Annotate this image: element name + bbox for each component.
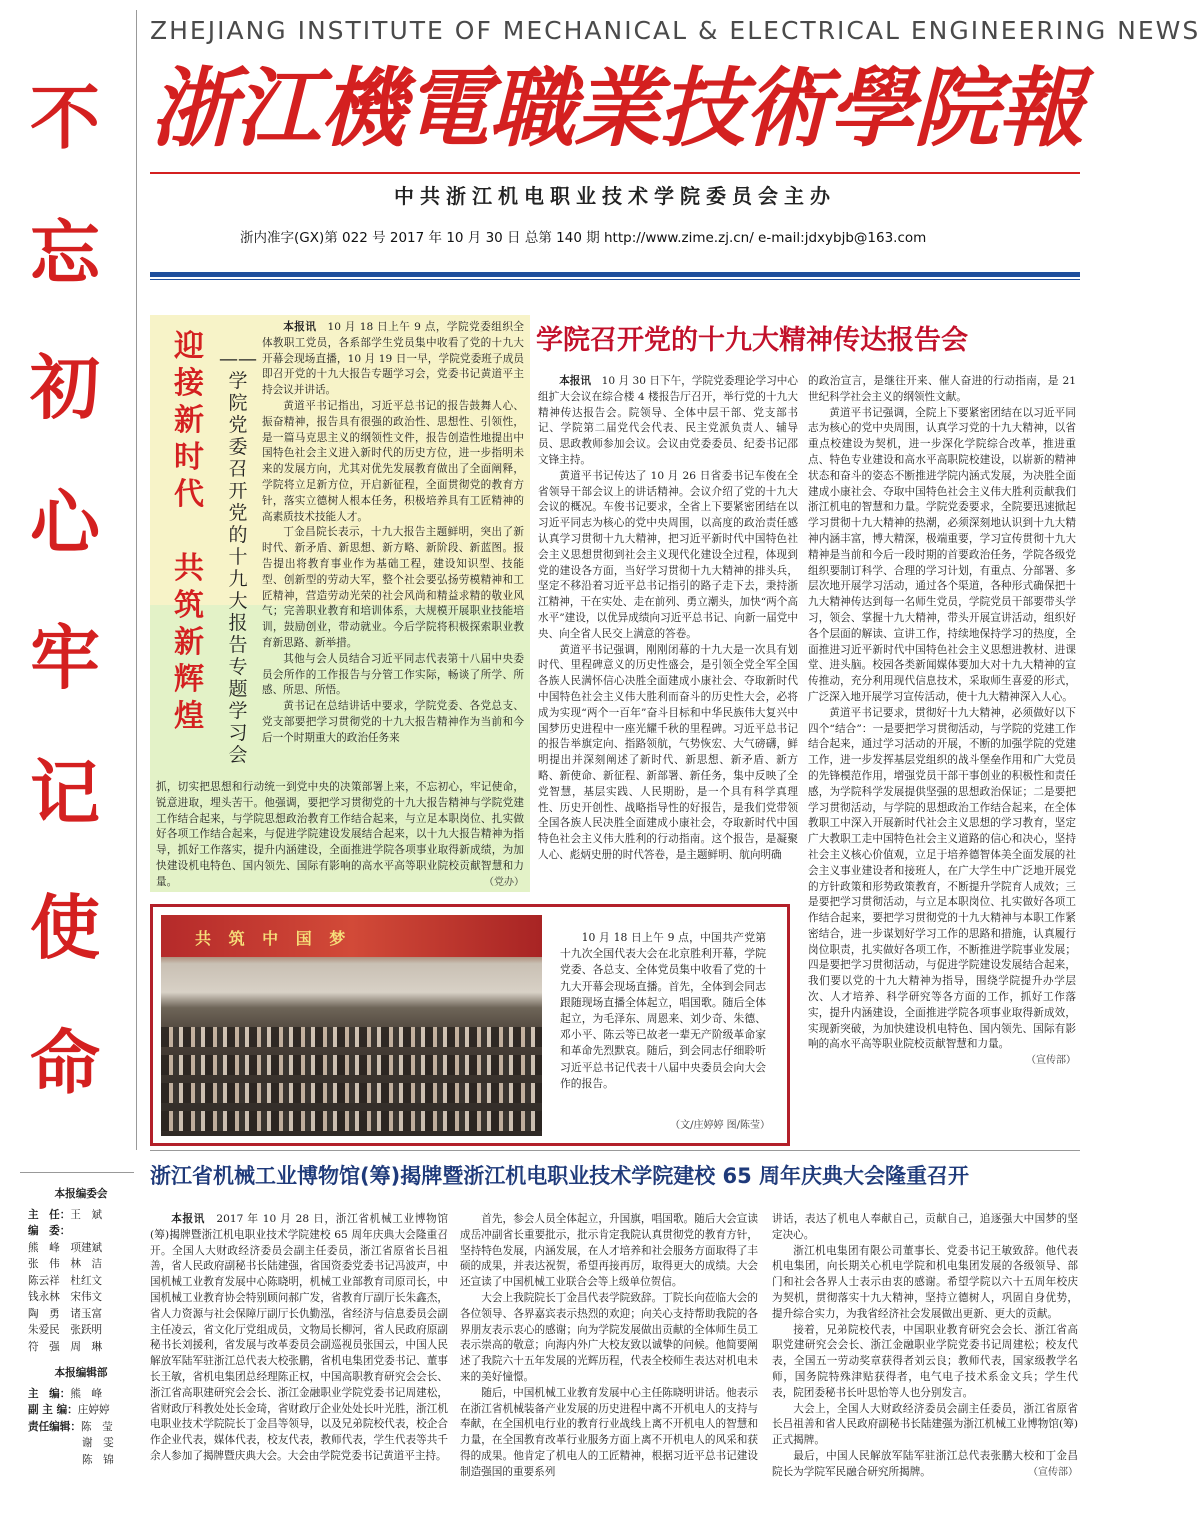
left-column-rule [136,10,137,1150]
article1-title-char: 代 [174,477,204,512]
article2-para-6: 黄道平书记要求，贯彻好十九大精神，必须做好以下四个“结合”：一是要把学习贯彻活动，与学院的党建工作结合起来，通过学习活动的开展，不断的加强学院的党建工作，进一步发挥基层党组织的战斗堡垒作用和广大党员的先锋模范作用，增强党员干部干事创业的积极性和责任感，为学院科学发展提供坚强的思想政治保证；二是要把学习贯彻活动，与学院的思想政治工作结合起来，在全体教职工中深入开展新时代社会主义思想的学习教育，坚定广大教职工走中国特色社会主义道路的信心和决心，坚持社会主义核心价值观，立足于培养德智体美全面发展的社会主义事业建设者和接班人，在广大学生中广泛地开展党的方针政策和形势政策教育，不断提升学院育人成效；三是要把学习贯彻活动，与立足本职岗位、扎实做好各项工作结合起来，要把学习贯彻党的十九大精神与本职工作紧密结合，进一步谋划好学习工作的思路和措施，认真履行岗位职责，扎实做好各项工作，不断推进学院事业发展；四是要把学习贯彻活动，与促进学院建设发展结合起来，我们要以党的十九大精神为指导，围绕学院提升办学层次、人才培养、科学研究等各方面的工作，抓好工作落实，提升内涵建设，全面推进学院各项事业取得新成效，实现新突破，为加快建设机电特色、国内领先、国际有影响的高水平高等职业院校贡献智慧和力量。 [808,706,1076,1051]
article1-title-char [174,513,204,550]
masthead-rule [150,172,1080,174]
board-member: 陶 勇 诸玉富 [28,1307,103,1320]
board-director: 王 斌 [70,1208,103,1221]
article1-title-char: 时 [174,440,204,475]
resp-editor: 陈 锦 [82,1453,114,1466]
article2-lead: 本报讯 [559,375,592,387]
article1-title-char: 煌 [174,699,204,734]
article1-subtitle [218,348,258,766]
article1-subtitle-char: 题 [228,678,248,700]
article1-subtitle-char: 学 [228,370,248,392]
article2-para-5: 黄道平书记强调，全院上下要紧密团结在以习近平同志为核心的党中央周围，认真学习党的十九大精神，以省重点校建设为契机，进一步深化学院综合改革，推进重点、特色专业建设和高水平高职院校建设，以崭新的精神状态和奋斗的姿态不断推进学院内涵式发展，为决胜全面建成小康社会、夺取中国特色社会主义伟大胜利贡献我们浙江机电的智慧和力量。学院党委要求，全院要迅速掀起学习贯彻十九大精神的热潮，必须深刻地认识到十九大精神内涵丰富，博大精深，极端重要，学习宣传贯彻十九大精神是当前和今后一段时期的首要政治任务，学院各级党组织要制订科学、合理的学习计划，有重点、分部署、多层次地开展学习活动，通过各个渠道，各种形式确保把十九大精神传达到每一名师生党员，学院党员干部要带头学习，领会、掌握十九大精神，带头开展宣讲活动，组织好各个层面的解读、宣讲工作，持续地保持学习的热度，全面推进习近平新时代中国特色社会主义思想进教材、进课堂、进头脑。校园各类新闻媒体要加大对十九大精神的宣传推动，充分利用现代信息技术，采取师生喜爱的形式，广泛深入地开展学习宣传活动，使十九大精神深入人心。 [808,406,1076,703]
article3-col2 [460,1212,758,1512]
article1-title-char: 新 [174,403,204,438]
article1-subtitle-char: 党 [228,414,248,436]
article2-headline: 学院召开党的十九大精神传达报告会 [536,325,968,356]
article1-subtitle-char: 告 [228,634,248,656]
article1-subtitle-char: 党 [228,502,248,524]
article1-subtitle-char: 十 [228,546,248,568]
article3-para-6: 浙江机电集团有限公司董事长、党委书记王敏致辞。他代表机电集团，向长期关心机电学院和机电集团发展的各级领导、部门和社会各界人士表示由衷的感谢。希望学院以六十五周年校庆为契机，贯彻落实十九大精神，坚持立德树人，巩固自身优势，提升综合实力，为我省经济社会发展做出更新、更大的贡献。 [772,1244,1078,1320]
slogan-char: 命 [30,1020,100,1104]
article1-subtitle-char: 大 [228,590,248,612]
article1-subtitle-char: 专 [228,656,248,678]
article1-subtitle-char: 学 [228,700,248,722]
masthead-char: 電 [404,58,487,159]
article3-byline: （宣传部） [1028,1466,1078,1478]
board-title: 本报编委会 [54,1188,108,1200]
masthead-divider [150,272,1080,277]
board-member: 熊 峰 项建斌 [28,1241,103,1254]
slogan-char: 使 [30,885,100,969]
resp-editor-list [28,1435,134,1468]
masthead-sponsor: 中共浙江机电职业技术学院委员会主办 [394,184,836,208]
article3-para-8: 大会上，全国人大财政经济委员会副主任委员，浙江省原省长吕祖善和省人民政府副秘书长陆建强为浙江机械工业博物馆(筹)正式揭牌。 [772,1402,1078,1447]
article2-para-4: 的政治宣言，是继往开来、催人奋进的行动指南，是 21 世纪科学社会主义的纲领性文献。 [808,375,1076,403]
article2-para-3: 黄道平书记强调，刚刚闭幕的十九大是一次具有划时代、里程碑意义的历史性盛会，是引领全党全军全国各族人民满怀信心决胜全面建成小康社会、夺取新时代中国特色社会主义伟大胜利而奋斗的历史性大会，必将成为实现“两个一百年”奋斗目标和中华民族伟大复兴中国梦历史进程中一座光耀千秋的里程碑。习近平总书记的报告举旗定向、指路领航，气势恢宏、大气磅礴，鲜明提出并深刻阐述了新时代、新思想、新矛盾、新方略、新使命、新征程、新部署、新任务，集中反映了全党智慧，基层实践、人民期盼，是一个具有科学真理性、历史开创性、战略指导性的好报告，是我们党带领全国各族人民决胜全面建成小康社会，夺取新时代中国特色社会主义伟大胜利的行动指南。这个报告，是凝聚人心、彪炳史册的时代答卷，是主题鲜明、航向明确 [538,643,798,861]
article1-subtitle-char: —— [219,348,257,370]
article1-byline: （党办） [484,876,524,888]
article1-text-bottom [156,780,524,886]
photo-story-text [560,930,766,1116]
slogan-char: 心 [30,480,100,564]
editorial-board [28,1180,134,1468]
photo-crowd-row [161,1083,542,1103]
article1-title-char: 筑 [174,588,204,623]
article1-subtitle-char: 报 [228,612,248,634]
article3-col3 [772,1212,1078,1512]
section-divider [150,1150,1080,1151]
article1-subtitle-char: 习 [228,722,248,744]
article1-title-char: 辉 [174,662,204,697]
article2-para-1: 10 月 30 日下午，学院党委理论学习中心组扩大会议在综合楼 4 楼报告厅召开，举行党的十九大精神传达报告会。院领导、全体中层干部、党支部书记、学院第二届党代会代表、民主党派负责人、辅导员、思政教师参加会议。会议由党委委员、纪委书记邵文锋主持。 [538,375,799,466]
slogan-char: 初 [30,345,100,429]
masthead-char: 江 [234,58,317,159]
article2-byline: （宣传部） [1026,1055,1076,1067]
article3-para-2: 首先，参会人员全体起立，升国旗，唱国歌。随后大会宣读成岳冲副省长重要批示，批示肯定我院认真贯彻党的教育方针，坚持特色发展，内涵发展，在人才培养和社会服务方面取得了丰硕的成果，并表达祝贺，希望再接再厉，取得更大的成绩。大会还宣读了中国机械工业联合会等上级单位贺信。 [460,1213,758,1289]
masthead-chinese-name [150,54,1080,164]
board-members-label: 编 委： [28,1225,71,1237]
article1-para-2: 黄道平书记指出，习近平总书记的报告鼓舞人心、振奋精神，报告具有很强的政治性、思想性、引领性，是一篇马克思主义的纲领性文件，报告创造性地提出中国特色社会主义进入新时代的历史方位，进一步指明未来的发展方向，尤其对优先发展教育做出了全面阐释，学院将立足新方位，开启新征程，全面贯彻党的教育方针，落实立德树人根本任务，积极培养具有工匠精神的高素质技术技能人才。 [262,399,524,523]
article1-text-top [262,320,524,778]
deputy-editor: 庄婷婷 [77,1404,110,1416]
article3-para-7: 接着，兄弟院校代表，中国职业教育研究会会长、浙江省高职党建研究会会长、浙江金融职业学院党委书记周建松；校友代表，全国五一劳动奖章获得者刘云良；教师代表，国家级教学名师，国务院特殊津贴获得者，电气电子技术系金文兵；学生代表，院团委秘书长叶思怡等人也分别发言。 [772,1323,1078,1399]
masthead-char: 浙 [150,58,232,159]
article1-para-6: 抓，切实把思想和行动统一到党中央的决策部署上来，不忘初心，牢记使命，锐意进取，埋头苦干。他强调，要把学习贯彻党的十九大报告精神与学院党建工作结合起来，与学院思想政治教育工作结合起来，与立足本职岗位、扎实做好各项工作结合起来，与促进学院建设发展结合起来，以十九大报告精神为指导，抓好工作落实，提升内涵建设，全面推进学院各项事业取得新成绩，为加快建设机电特色、国内领先、国际有影响的高水平高等职业院校贡献智慧和力量。 [156,781,524,888]
article1-title-char: 新 [174,625,204,660]
deputy-editor-label: 副 主 编： [28,1404,78,1416]
article3-para-3: 大会上我院院长丁金昌代表学院致辞。丁院长向莅临大会的各位领导、各界嘉宾表示热烈的欢迎；向关心支持帮助我院的各界朋友表示衷心的感谢；向为学院发展做出贡献的全体师生员工表示崇高的敬意；向海内外广大校友致以诚挚的问候。他简要阐述了我院六十五年发展的光辉历程，代表全校师生表达对机电未来的美好憧憬。 [460,1291,758,1383]
article3-col1 [150,1212,448,1512]
article3-para-9: 最后，中国人民解放军陆军驻浙江总代表张鹏大校和丁金昌院长为学院军民融合研究所揭牌。 [772,1449,1078,1478]
article1-lead: 本报讯 [283,321,317,333]
article1-subtitle-char: 院 [228,392,248,414]
article1-title-char: 迎 [174,329,204,364]
article3-lead: 本报讯 [171,1213,206,1225]
article1-subtitle-char: 九 [228,568,248,590]
article1-para-1: 10 月 18 日上午 9 点，学院党委组织全体教职工党员，各系部学生党员集中收看了党的十九大开幕会现场直播，10 月 19 日一早，学院党委班子成员即召开党的十九大报告专题学习会，党委书记黄道平主持会议并讲话。 [262,321,524,397]
article1-subtitle-char: 召 [228,458,248,480]
board-member-list [28,1240,134,1356]
slogan-char: 牢 [30,615,100,699]
board-member: 陈云祥 杜红文 [28,1274,103,1287]
article1-subtitle-char: 开 [228,480,248,502]
chief-editor: 熊 峰 [70,1387,103,1400]
masthead-char: 院 [913,58,996,159]
photo-crowd-row [161,1055,542,1075]
article2-col2 [808,374,1076,1144]
article3-para-1: 2017 年 10 月 28 日，浙江省机械工业博物馆(筹)揭牌暨浙江机电职业技术学院建校 65 周年庆典大会隆重召开。全国人大财政经济委员会副主任委员，浙江省原省长吕祖善，省人民政府副秘书长陆建强，省国资委党委书记冯波声，中国机械工业教育发展中心陈晓明，机械工业部教育司原司长，中国机械工业教育协会特别顾问郝广发，省教育厅副厅长朱鑫杰，省人力资源与社会保障厅副厅长仇勤泓，省经济与信息委员会副主任凌云，省文化厅党组成员，文物局长柳河，省人民政府原副秘书长刘援利，省发展与改革委员会副巡视员张国云，中国人民解放军陆军驻浙江总代表大校张鹏，省机电集团党委书记、董事长王敏，省机电集团总经理陈正权，中国高职教育研究会会长、浙江省高职建研究会会长、浙江金融职业学院党委书记周建松，省财政厅科教处处长金琦，省财政厅企业处处长叶光胜，浙江机电职业技术学院院长丁金昌等领导，以及兄弟院校代表，校企合作企业代表，媒体代表，校友代表，教师代表，学生代表等共千余人参加了揭牌暨庆典大会。大会由学院党委书记黄道平主持。 [150,1213,449,1462]
article3-para-4: 随后，中国机械工业教育发展中心主任陈晓明讲话。他表示在浙江省机械装备产业发展的历史进程中离不开机电人的支持与奉献，在全国机电行业的教育行业战线上离不开机电人的智慧和力量，在全国教育改革行业服务方面上离不开机电人的风采和获得的成果。他肯定了机电人的工匠精神，根据习近平总书记建设制造强国的重要系列 [460,1386,758,1478]
photo-story-caption: 10 月 18 日上午 9 点，中国共产党第十九次全国代表大会在北京胜利开幕，学院党委、各总支、全体党员集中收看了党的十九大开幕会现场直播。首先，全体到会同志跟随现场直播全体起立，唱国歌。随后全体起立，为毛泽东、周恩来、刘少奇、朱德、邓小平、陈云等已故老一辈无产阶级革命家和革命先烈默哀。随后，到会同志仔细聆听习近平总书记代表十八届中央委员会向大会作的报告。 [560,931,766,1090]
masthead-char: 報 [997,58,1080,159]
board-divider [20,1172,134,1173]
masthead-char: 技 [658,58,741,159]
article3-headline: 浙江省机械工业博物馆(筹)揭牌暨浙江机电职业技术学院建校 65 周年庆典大会隆重召开 [150,1164,970,1188]
article1-para-5: 黄书记在总结讲话中要求，学院党委、各党总支、党支部要把学习贯彻党的十九大报告精神作为当前和今后一个时期重大的政治任务来 [262,700,524,744]
masthead-char: 機 [319,58,402,159]
photo-banner-text: 共 筑 中 国 梦 [195,929,352,948]
board-member: 朱爱民 张跃明 [28,1324,103,1336]
article1-para-3: 丁金昌院长表示，十九大报告主题鲜明，突出了新时代、新矛盾、新思想、新方略、新阶段、新蓝图。报告提出将教育事业作为基础工程，建设知识型、技能型、创新型的劳动大军，整个社会要弘扬劳模精神和工匠精神，营造劳动光荣的社会风尚和精益求精的敬业风气；完善职业教育和培训体系，大规模开展职业技能培训，鼓励创业，带动就业。今后学院将积极探索职业教育新思路、新举措。 [262,526,524,649]
photo-credit: （文/庄婷婷 图/陈莹） [670,1120,770,1131]
board-member: 张 伟 林 洁 [28,1258,103,1270]
board-member: 符 强 周 琳 [28,1340,103,1353]
photo-crowd-row [161,1111,542,1131]
vertical-slogan [0,0,130,1160]
slogan-char: 忘 [30,210,100,294]
article1-title-char: 接 [174,366,204,401]
board-member: 钱永林 宋伟文 [28,1291,103,1303]
article1-title [158,328,220,735]
article3-para-5: 讲话，表达了机电人奉献自己，贡献自己，追逐强大中国梦的坚定决心。 [772,1213,1078,1241]
board-director-label: 主 任： [28,1208,71,1221]
article1-title-char: 共 [174,551,204,586]
dept-title: 本报编辑部 [54,1367,108,1379]
masthead-char: 職 [489,58,572,159]
article1-para-4: 其他与会人员结合习近平同志代表第十八届中央委员会所作的工作报告与分管工作实际，畅谈了所学、所感、所思、所悟。 [262,652,524,697]
masthead-english-name: ZHEJIANG INSTITUTE OF MECHANICAL & ELECTRICAL ENGINEERING NEWS [150,16,1200,45]
resp-editor: 陈 莹 [80,1420,113,1433]
resp-editor-label: 责任编辑： [28,1420,81,1433]
article1-subtitle-char: 会 [228,744,248,766]
slogan-char: 不 [30,75,100,159]
article2-col1 [538,374,798,894]
masthead-char: 術 [743,58,826,159]
photo-crowd-row [161,1027,542,1047]
article2-para-2: 黄道平书记传达了 10 月 26 日省委书记车俊在全省领导干部会议上的讲话精神。会议介绍了党的十九大会议的概况。车俊书记要求，全省上下要紧密团结在以习近平同志为核心的党中央周围，以高度的政治责任感认真学习贯彻十九大精神，把习近平新时代中国特色社会主义思想贯彻到社会主义现代化建设全过程，体现到党的建设各方面，当好学习贯彻十九大精神的排头兵，坚定不移沿着习近平总书记指引的路子走下去，秉持浙江精神，干在实处、走在前列、勇立潮头，加快“两个高水平”建设，以优异成绩向习近平总书记、向新一届党中央、向全省人民交上满意的答卷。 [538,469,798,640]
resp-editor: 谢 雯 [82,1437,114,1449]
masthead-char: 業 [573,58,656,159]
meeting-photo [161,915,542,1136]
chief-editor-label: 主 编： [28,1387,71,1400]
slogan-char: 记 [30,750,100,834]
masthead-divider-thin [150,279,1080,280]
issue-line: 浙内准字(GX)第 022 号 2017 年 10 月 30 日 总第 140 期 http://www.zime.zj.cn/ e-mail:jdxybjb@163.com [240,230,927,246]
article1-subtitle-char: 委 [228,436,248,458]
article1-subtitle-char: 的 [228,524,248,546]
masthead-char: 學 [828,58,911,159]
